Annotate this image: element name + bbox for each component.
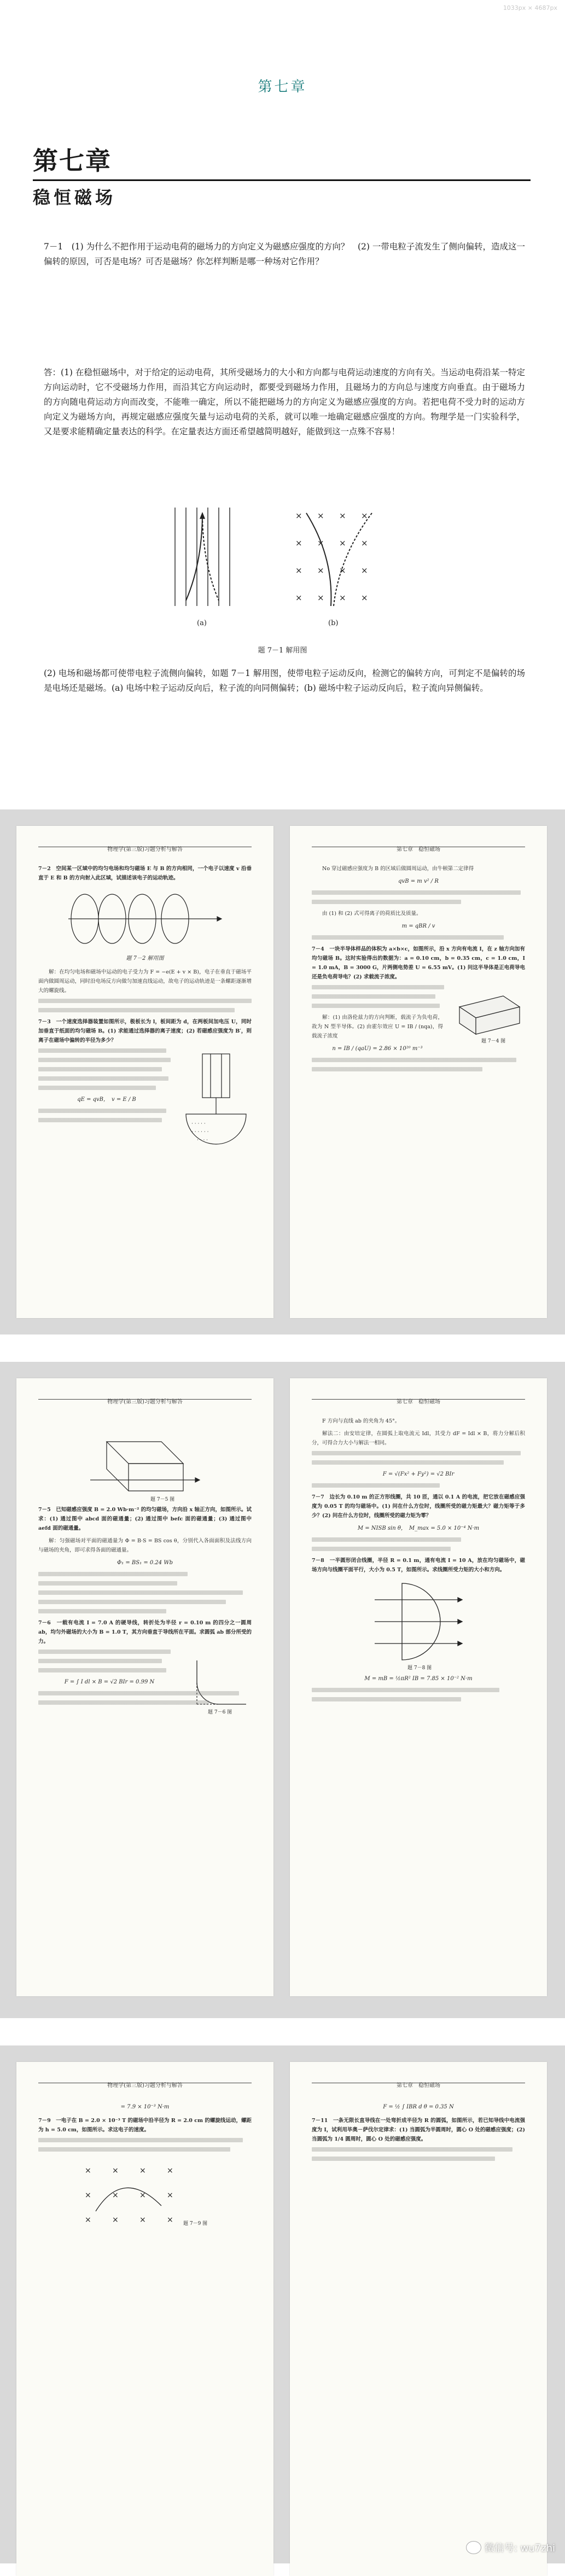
text-line (38, 1572, 188, 1576)
running-title: 第七章 稳恒磁场 (397, 847, 440, 853)
watermark-text: 微信号: wu7zhi (484, 2543, 555, 2554)
running-header-right (312, 2080, 525, 2089)
question-7-4: 7－4 一块半导体样品的体积为 a×b×c，如图所示，沿 x 方向有电流 I，在 z 轴方向加有均匀磁场 B。这时实验得出的数据为：a = 0.10 cm，b = 0.35 cm，c = 1.0 cm，I = 1.0 mA，B = 3000 G，片两侧电势差 U = 6.55 mV。(1) 问这半导体是正电荷导电还是负电荷导电？(2) 求载流子浓度。 (312, 946, 525, 980)
text-line (38, 1581, 177, 1586)
figure-7-9-caption: 题 7－9 图 (183, 2221, 208, 2227)
formula-7-3-a: qvB = m v² / R (398, 878, 439, 884)
running-header-left (38, 2080, 252, 2089)
svg-text:×: × (361, 593, 368, 603)
page-right-2 (290, 1378, 547, 1996)
running-title: 物理学(第三版)习题分析与解答 (107, 847, 183, 853)
text-line (312, 1688, 499, 1692)
figure-label-b: (b) (328, 619, 339, 627)
svg-text:×: × (361, 511, 368, 521)
svg-text:×: × (139, 2166, 146, 2175)
svg-text:×: × (361, 538, 368, 548)
formula-7-7: M = NISB sin θ， M_max = 5.0 × 10⁻⁴ N·m (357, 1525, 480, 1531)
formula-7-6-b: F = √(Fx² + Fy²) = √2 BIr (382, 1471, 455, 1477)
figure-7-1b (295, 511, 368, 603)
chapter-title: 第七章 (33, 146, 112, 176)
page-body (38, 2100, 252, 2232)
page-left-1 (16, 826, 273, 1318)
text-line (38, 1086, 156, 1090)
text-line (312, 1460, 504, 1465)
svg-text:×: × (339, 511, 346, 521)
svg-text:×: × (85, 2191, 91, 2200)
svg-text:×: × (112, 2191, 119, 2200)
svg-text:×: × (317, 538, 324, 548)
figure-7-5-caption: 题 7－5 图 (150, 1497, 175, 1502)
text-line (312, 1537, 461, 1542)
running-header-left (38, 844, 252, 853)
svg-text:×: × (112, 2166, 119, 2175)
helix-diagram (63, 886, 227, 952)
page-body (312, 864, 525, 1076)
formula-7-3: qE = qvB， v = E / B (77, 1097, 136, 1103)
chapter-title-rule (33, 179, 531, 181)
text-line (312, 900, 461, 904)
text-7-3-b: 由 (1) 和 (2) 式可得离子的荷质比及质量。 (322, 911, 422, 917)
running-title: 物理学(第三版)习题分析与解答 (107, 2083, 183, 2089)
svg-text:×: × (295, 566, 302, 575)
text-line (38, 1700, 209, 1705)
running-header-right (312, 844, 525, 853)
text-line (38, 2138, 243, 2142)
text-line (312, 1697, 461, 1701)
page-right-1 (290, 826, 547, 1318)
text-line (312, 1067, 482, 1071)
wechat-icon (466, 2541, 481, 2554)
text-line (38, 1650, 171, 1654)
svg-text:· · · · · ·: · · · · · · (191, 1129, 209, 1135)
svg-text:×: × (85, 2216, 91, 2224)
caption-7-2: 题 7－2 解用图 (126, 955, 164, 961)
page-body (312, 2100, 525, 2166)
running-header-right (312, 1397, 525, 1405)
svg-text:×: × (317, 593, 324, 603)
svg-text:×: × (339, 566, 346, 575)
formula-7-6: F = ∫ I dl × B = √2 BIr = 0.99 N (64, 1679, 155, 1685)
running-title: 第七章 稳恒磁场 (397, 2083, 440, 2089)
page-body (38, 1417, 252, 1718)
answer-7-5: 解：匀强磁场对平面的磁通量为 Φ = B·S = BS cos θ，分别代入各面面积及法线方向与磁场的夹角，即可求得各面的磁通量。 (38, 1538, 252, 1553)
figure-7-1 (159, 497, 405, 639)
text-line (38, 1118, 162, 1122)
svg-text:×: × (85, 2166, 91, 2175)
semicircle-coil-diagram (369, 1578, 468, 1671)
figure-7-4-caption: 题 7－4 图 (481, 1039, 506, 1044)
viewer-topbar (0, 0, 565, 15)
question-7-2: 7－2 空间某一区域中的均匀电场和均匀磁场 E 与 B 的方向相同，一个电子以速度 v 沿垂直于 E 和 B 的方向射入此区域，试描述该电子的运动轨迹。 (38, 866, 252, 881)
chapter-header: 第七章 (258, 79, 307, 95)
semiconductor-block-diagram (448, 985, 525, 1045)
formula-7-4: n = IB / (qaU) = 2.86 × 10²⁰ m⁻³ (332, 1046, 423, 1052)
running-title: 第七章 稳恒磁场 (397, 1399, 440, 1405)
question-7-5: 7－5 已知磁感应强度 B = 2.0 Wb·m⁻² 的均匀磁场，方向沿 x 轴正方向，如图所示。试求：(1) 通过图中 abcd 面的磁通量；(2) 通过图中 befc 面的磁通量；(3) 通过图中 aefd 面的磁通量。 (38, 1507, 252, 1531)
book-spread-2 (0, 1362, 565, 2018)
answer-7-2: 解：在均匀电场和磁场中运动的电子受力为 F = −e(E + v × B)，电子在垂直于磁场平面内做圆周运动，同时沿电场反方向做匀加速直线运动，故电子的运动轨迹是一条螺距逐渐增大的螺旋线。 (38, 969, 252, 994)
answer-7-1: 答：(1) 在稳恒磁场中，对于给定的运动电荷，其所受磁场力的大小和方向都与电荷运动速度的方向有关。当运动电荷沿某一特定方向运动时，它不受磁场力作用，而沿其它方向运动时，都要受到磁场力作用，且磁场力的方向总与速度方向垂直。由于磁场力的方向随电荷运动方向而改变，不能唯一确定，所以不能把磁场力的方向定义为磁感应强度的方向。若把电荷不受力时的运动方向定义为磁场方向，再规定磁感应强度矢量与运动电荷的关系，就可以唯一地确定磁感应强度的方向。物理学是一门实验科学，又是要求能精确定量表达的科学。在定量表达方面还希望越简明越好，能做到这一点殊不容易！ (44, 368, 525, 436)
text-line (312, 1451, 521, 1455)
figure-label-a: (a) (197, 619, 207, 627)
text-line (312, 2147, 512, 2152)
svg-text:×: × (295, 593, 302, 603)
wechat-watermark (466, 2540, 555, 2555)
running-header-left (38, 1397, 252, 1405)
svg-text:×: × (317, 511, 324, 521)
svg-text:×: × (339, 593, 346, 603)
text-line (312, 890, 521, 895)
text-line (38, 1076, 168, 1081)
page-body (312, 1417, 525, 1706)
svg-text:×: × (139, 2216, 146, 2224)
figure-7-8-caption: 题 7－8 图 (407, 1665, 432, 1671)
svg-text:×: × (317, 566, 324, 575)
field-crosses-diagram (74, 2157, 216, 2228)
text-line (38, 1048, 166, 1053)
svg-text:×: × (112, 2216, 119, 2224)
image-dimensions-label: 1033px × 4687px (503, 4, 557, 11)
text-line (38, 1008, 235, 1012)
quarter-arc-diagram (186, 1650, 252, 1715)
text-line (38, 1058, 171, 1062)
svg-text:×: × (339, 538, 346, 548)
running-title: 物理学(第三版)习题分析与解答 (107, 1399, 183, 1405)
cube-flux-diagram (85, 1420, 205, 1502)
text-line (312, 935, 504, 940)
chapter-intro-page (0, 15, 565, 781)
svg-text:×: × (295, 511, 302, 521)
text-line (38, 1609, 166, 1613)
svg-text:×: × (295, 538, 302, 548)
figure-7-6-caption: 题 7－6 图 (208, 1710, 232, 1715)
text-line (312, 1058, 516, 1062)
svg-text:×: × (167, 2191, 173, 2200)
question-7-6: 7－6 一载有电流 I = 7.0 A 的硬导线，转折处为半径 r = 0.10 m 的四分之一圆周 ab，均匀外磁场的大小为 B = 1.0 T，其方向垂直于导线所在平面。求圆弧 ab 部分所受的力。 (38, 1620, 252, 1645)
text-line (38, 1600, 226, 1604)
question-7-11: 7－11 一条无限长直导线在一处弯折成半径为 R 的圆弧，如图所示，若已知导线中电流强度为 I，试利用毕奥－萨伐尔定律求：(1) 当圆弧为半圆周时，圆心 O 处的磁感应强度；(2) 当圆弧为 1/4 圆周时，圆心 O 处的磁感应强度。 (312, 2118, 525, 2142)
svg-text:×: × (361, 566, 368, 575)
formula-7-8-end: = 7.9 × 10⁻³ N·m (120, 2104, 170, 2110)
book-spread-3 (0, 2045, 565, 2563)
text-line (312, 994, 435, 999)
svg-text:×: × (167, 2216, 173, 2224)
text-7-6-cont: F 方向与直线 ab 的夹角为 45°。 (322, 1418, 400, 1424)
text-7-3-cont: No 穿过磁感应强度为 B 的区域后做圆周运动，由牛顿第二定律得 (322, 866, 474, 872)
text-line (312, 1483, 440, 1488)
formula-7-3-b: m = qBR / v (401, 923, 435, 929)
figure-7-1a (175, 508, 230, 606)
text-line (38, 1691, 239, 1695)
svg-text:×: × (139, 2191, 146, 2200)
page-left-3 (16, 2062, 273, 2576)
velocity-selector-diagram (180, 1048, 252, 1158)
page-right-3 (290, 2062, 547, 2576)
text-line (38, 1590, 243, 1595)
text-line (38, 1067, 162, 1071)
question-7-7: 7－7 边长为 0.10 m 的正方形线圈，共 10 匝，通以 0.1 A 的电流，把它放在磁感应强度为 0.05 T 的均匀磁场中。(1) 问在什么方位时，线圈所受的磁力矩最大？磁力矩等于多少？(2) 问在什么方位时，线圈所受的磁力矩为零？ (312, 1494, 525, 1519)
question-7-1: 7－1 (1) 为什么不把作用于运动电荷的磁场力的方向定义为磁感应强度的方向？ (2) 一带电粒子流发生了侧向偏转，造成这一偏转的原因，可否是电场？可否是磁场？你怎样判断是哪一种场对它作用？ (44, 242, 525, 266)
figure-7-1-caption: 题 7－1 解用图 (258, 646, 307, 655)
svg-text:· · · · ·: · · · · · (191, 1121, 206, 1127)
text-line (312, 1547, 451, 1551)
text-line (38, 2147, 230, 2152)
text-line (312, 1004, 440, 1008)
page-left-2 (16, 1378, 273, 1996)
book-spread-1 (0, 809, 565, 1334)
formula-7-10: F = ½ ∫ IBR d θ = 0.35 N (383, 2104, 454, 2110)
text-line (38, 1109, 166, 1113)
svg-text:· · · ·: · · · · (197, 1138, 208, 1143)
page-body (38, 864, 252, 1161)
svg-text:×: × (167, 2166, 173, 2175)
formula-7-5: Φ₁ = BS₁ = 0.24 Wb (117, 1560, 173, 1566)
chapter-subtitle: 稳恒磁场 (33, 187, 117, 208)
answer-7-4: 解：(1) 由洛伦兹力的方向判断，载流子为负电荷，故为 N 型半导体。(2) 由霍尔效应 U = IB / (nqa)，得载流子浓度 (312, 1015, 443, 1039)
text-line (312, 985, 444, 989)
text-line (312, 2157, 495, 2161)
question-7-9: 7－9 一电子在 B = 2.0 × 10⁻³ T 的磁场中沿半径为 R = 2.0 cm 的螺旋线运动，螺距为 h = 5.0 cm，如图所示。求这电子的速度。 (38, 2118, 252, 2133)
text-7-6-method2: 解法二：由安培定律，在圆弧上取电流元 Idl，其受力 dF = Idl × B，将力分解后积分，可得合力大小与解法一相同。 (312, 1431, 525, 1446)
text-line (38, 999, 252, 1003)
text-line (38, 1668, 166, 1672)
formula-7-8: M = mB = ½πR² IB = 7.85 × 10⁻² N·m (364, 1676, 473, 1682)
text-line (38, 1659, 162, 1663)
question-7-3: 7－3 一个速度选择器装置如图所示，极板长为 l，板间距为 d，在两板间加电压 U，同时加垂直于纸面的均匀磁场 B。(1) 求能通过选择器的离子速度；(2) 若磁感应强度为 B′，则离子在磁场中偏转的半径为多少？ (38, 1019, 252, 1044)
answer-7-1-part2: (2) 电场和磁场都可使带电粒子流侧向偏转，如题 7－1 解用图，使带电粒子运动反向，检测它的偏转方向，可判定不是偏转的场是电场还是磁场。(a) 电场中粒子运动反向后，粒子流的向同侧偏转；(b) 磁场中粒子运动反向后，粒子流向异侧偏转。 (44, 668, 525, 693)
question-7-8: 7－8 一半圆形闭合线圈，半径 R = 0.1 m，通有电流 I = 10 A，放在均匀磁场中，磁场方向与线圈平面平行，大小为 0.5 T，如图所示。求线圈所受力矩的大小和方向。 (312, 1558, 525, 1573)
